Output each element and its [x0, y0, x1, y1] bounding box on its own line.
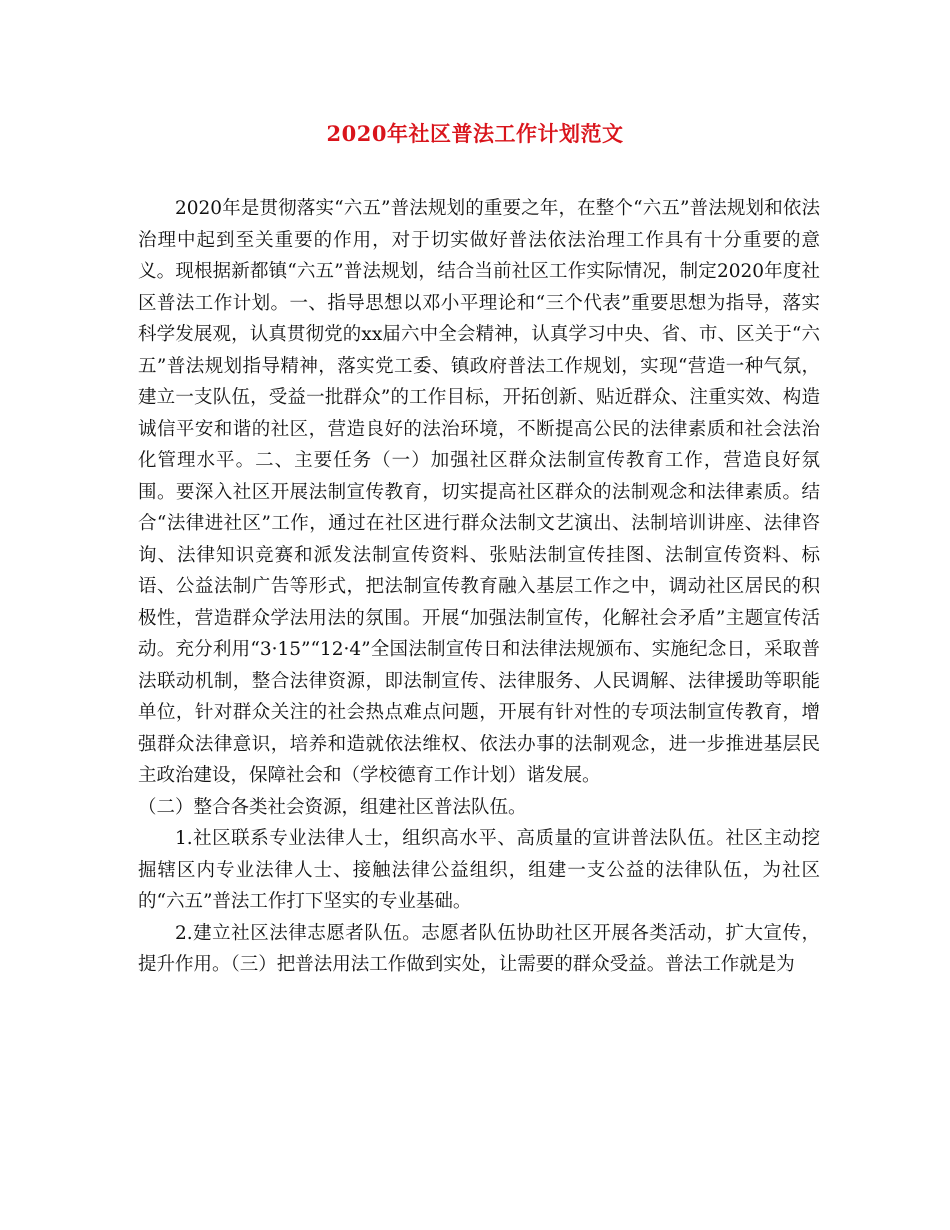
paragraph-item-2: 2.建立社区法律志愿者队伍。志愿者队伍协助社区开展各类活动，扩大宣传，提升作用。（三）把普法用法工作做到实处，让需要的群众受益。普法工作就是为 — [138, 922, 820, 975]
paragraph-intro: 2020年是贯彻落实“六五”普法规划的重要之年，在整个“六五”普法规划和依法治理中起到至关重要的作用，对于切实做好普法依法治理工作具有十分重要的意义。现根据新都镇“六五”普法规划，结合当前社区工作实际情况，制定2020年度社区普法工作计划。一、指导思想以邓小平理论和“三个代表”重要思想为指导，落实科学发展观，认真贯彻党的xx届六中全会精神，认真学习中央、省、市、区关于“六五”普法规划指导精神，落实党工委、镇政府普法工作规划，实现“营造一种气氛，建立一支队伍，受益一批群众”的工作目标，开拓创新、贴近群众、注重实效、构造诚信平安和谐的社区，营造良好的法治环境，不断提高公民的法律素质和社会法治化管理水平。二、主要任务（一）加强社区群众法制宣传教育工作，营造良好氛围。要深入社区开展法制宣传教育，切实提高社区群众的法制观念和法律素质。结合“法律进社区”工作，通过在社区进行群众法制文艺演出、法制培训讲座、法律咨询、法律知识竞赛和派发法制宣传资料、张贴法制宣传挂图、法制宣传资料、标语、公益法制广告等形式，把法制宣传教育融入基层工作之中，调动社区居民的积极性，营造群众学法用法的氛围。开展“加强法制宣传，化解社会矛盾”主题宣传活动。充分利用“3·15”“12·4”全国法制宣传日和法律法规颁布、实施纪念日，采取普法联动机制，整合法律资源，即法制宣传、法律服务、人民调解、法律援助等职能单位，针对群众关注的社会热点难点问题，开展有针对性的专项法制宣传教育，增强群众法律意识，培养和造就依法维权、依法办事的法制观念，进一步推进基层民主政治建设，保障社会和（学校德育工作计划）谐发展。 — [138, 198, 820, 786]
paragraph-item-1: 1.社区联系专业法律人士，组织高水平、高质量的宣讲普法队伍。社区主动挖掘辖区内专业法律人士、接触法律公益组织，组建一支公益的法律队伍，为社区的“六五”普法工作打下坚实的专业基础。 — [138, 828, 820, 912]
document-body — [138, 193, 820, 981]
document-title: 2020年社区普法工作计划范文 — [326, 121, 624, 146]
paragraph-section-2: （二）整合各类社会资源，组建社区普法队伍。 — [138, 796, 527, 818]
